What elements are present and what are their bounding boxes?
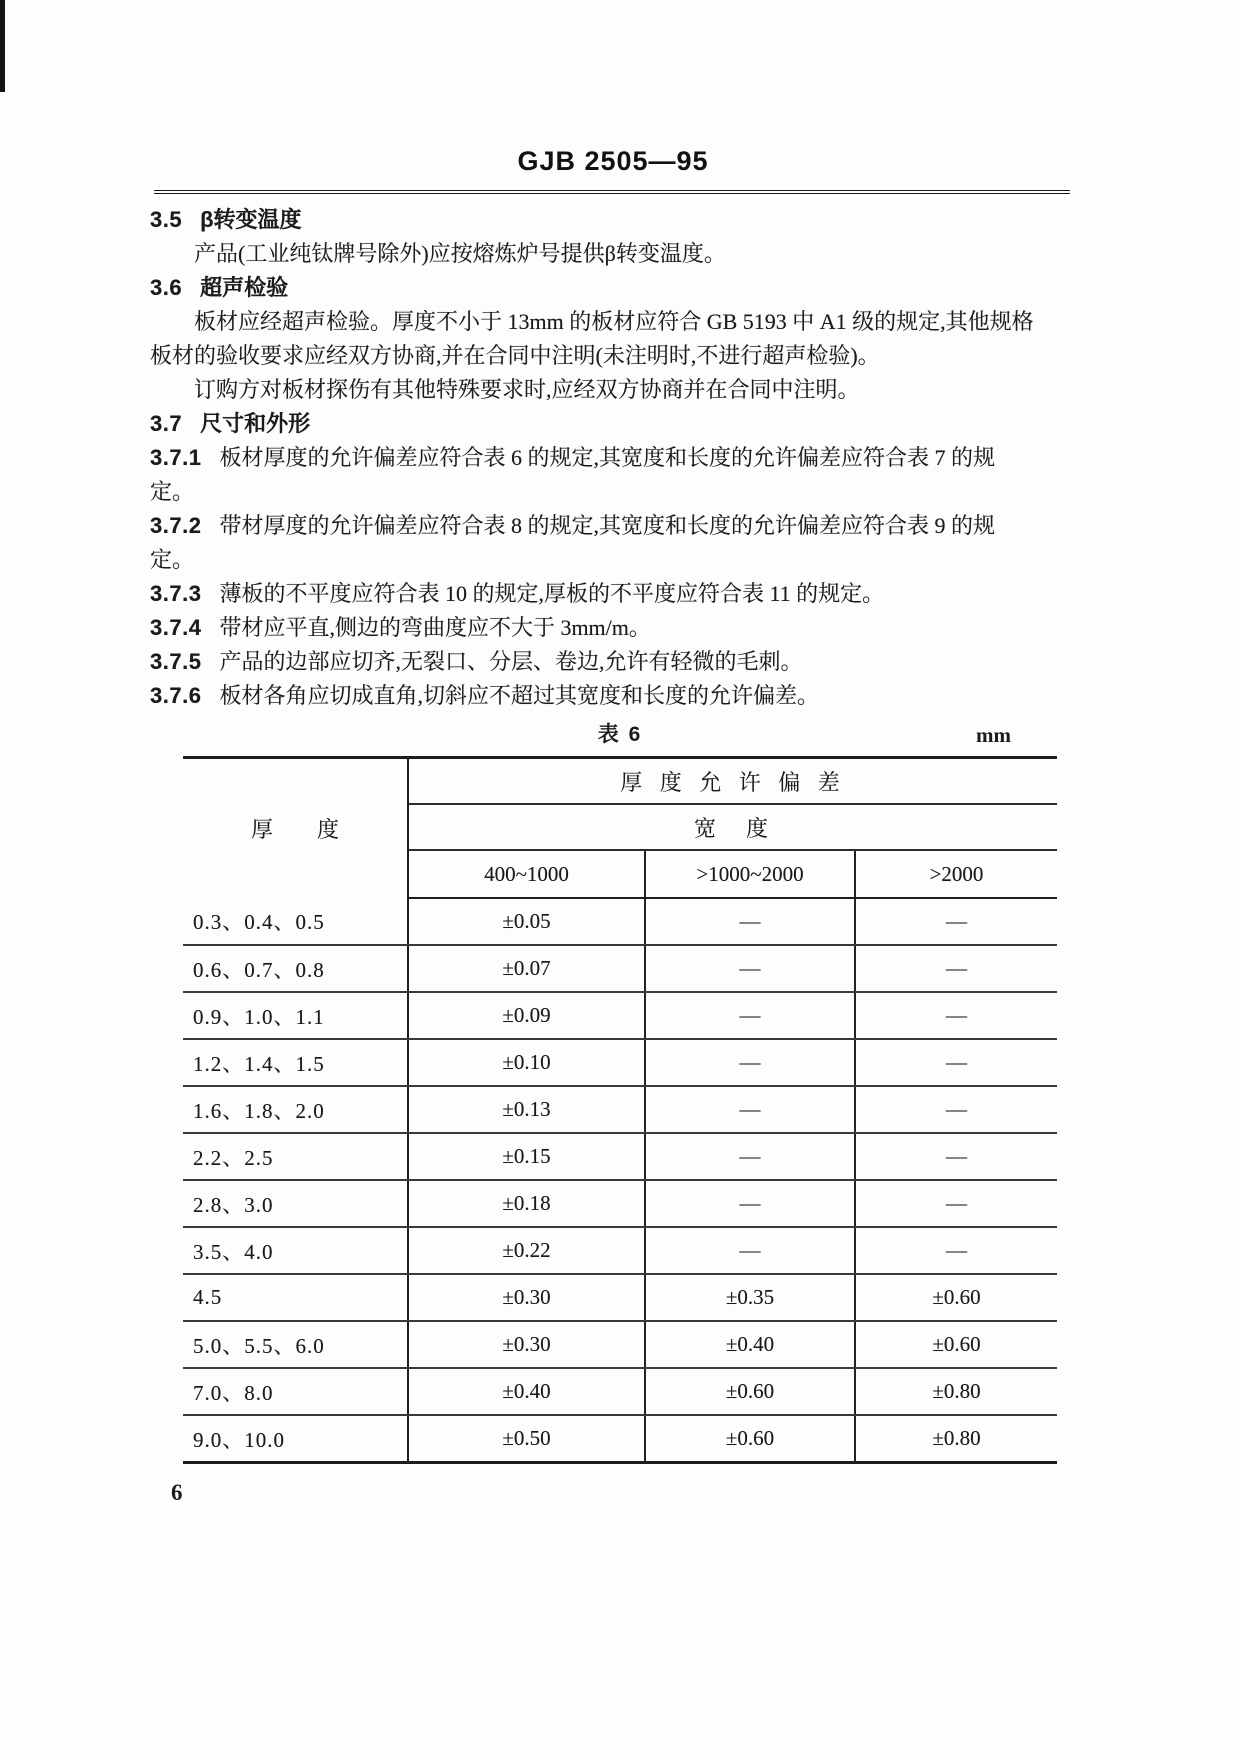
line-text: 带材厚度的允许偏差应符合表 8 的规定,其宽度和长度的允许偏差应符合表 9 的规 [219, 513, 995, 538]
deviation-cell: ±0.30 [408, 1321, 645, 1368]
clause-number: 3.7 [150, 411, 183, 436]
line-text: 超声检验 [200, 275, 289, 300]
text-line [150, 679, 1108, 713]
thickness-cell: 5.0、5.5、6.0 [183, 1321, 408, 1368]
text-line [150, 441, 1108, 475]
deviation-cell: ±0.80 [855, 1368, 1057, 1415]
line-text: 板材厚度的允许偏差应符合表 6 的规定,其宽度和长度的允许偏差应符合表 7 的规 [219, 445, 995, 470]
line-text: 板材的验收要求应经双方协商,并在合同中注明(未注明时,不进行超声检验)。 [150, 343, 880, 368]
text-line [150, 305, 1108, 339]
deviation-cell: ±0.22 [408, 1227, 645, 1274]
text-line [150, 237, 1108, 271]
thickness-cell: 3.5、4.0 [183, 1227, 408, 1274]
thickness-cell: 2.8、3.0 [183, 1180, 408, 1227]
clause-number: 3.6 [150, 275, 183, 300]
deviation-cell: ±0.07 [408, 945, 645, 992]
deviation-cell: — [645, 992, 855, 1039]
line-text: 订购方对板材探伤有其他特殊要求时,应经双方协商并在合同中注明。 [194, 377, 860, 402]
width-range-2: >1000~2000 [645, 850, 855, 898]
scan-edge-artifact [0, 0, 5, 92]
deviation-cell: — [645, 945, 855, 992]
deviation-cell: — [645, 1227, 855, 1274]
table-row [183, 1180, 1057, 1227]
clause-number: 3.5 [150, 207, 183, 232]
thickness-column-header: 厚 度 [183, 758, 408, 899]
table-row [183, 992, 1057, 1039]
clause-number: 3.7.5 [150, 649, 202, 674]
deviation-cell: ±0.60 [855, 1321, 1057, 1368]
clause-number: 3.7.1 [150, 445, 202, 470]
text-line [150, 543, 1108, 577]
table6 [183, 756, 1057, 1464]
body-text [150, 203, 1108, 713]
deviation-cell: ±0.30 [408, 1274, 645, 1321]
text-line [150, 373, 1108, 407]
deviation-cell: ±0.10 [408, 1039, 645, 1086]
line-text: 尺寸和外形 [200, 411, 311, 436]
table-header-row-1 [183, 758, 1057, 805]
deviation-cell: — [855, 898, 1057, 945]
clause-number: 3.7.3 [150, 581, 202, 606]
section-heading [150, 203, 1108, 237]
line-text: 产品的边部应切齐,无裂口、分层、卷边,允许有轻微的毛刺。 [219, 649, 803, 674]
deviation-cell: — [645, 1133, 855, 1180]
thickness-cell: 2.2、2.5 [183, 1133, 408, 1180]
text-line [150, 509, 1108, 543]
line-text: 板材各角应切成直角,切斜应不超过其宽度和长度的允许偏差。 [219, 683, 819, 708]
table-row [183, 898, 1057, 945]
thickness-cell: 0.9、1.0、1.1 [183, 992, 408, 1039]
line-text: 板材应经超声检验。厚度不小于 13mm 的板材应符合 GB 5193 中 A1 级的规定,其他规格 [194, 309, 1034, 334]
deviation-cell: — [855, 1039, 1057, 1086]
width-range-1: 400~1000 [408, 850, 645, 898]
table-row [183, 945, 1057, 992]
deviation-cell: — [645, 1086, 855, 1133]
text-line [150, 339, 1108, 373]
thickness-cell: 0.3、0.4、0.5 [183, 898, 408, 945]
deviation-cell: ±0.05 [408, 898, 645, 945]
line-text: 定。 [150, 547, 195, 572]
deviation-cell: — [645, 1039, 855, 1086]
deviation-cell: ±0.60 [645, 1368, 855, 1415]
table-row [183, 1133, 1057, 1180]
thickness-cell: 9.0、10.0 [183, 1415, 408, 1463]
page-number: 6 [171, 1480, 183, 1505]
table-unit-label: mm [976, 723, 1011, 747]
text-line [150, 645, 1108, 679]
standard-number-title: GJB 2505—95 [517, 146, 709, 176]
deviation-cell: ±0.60 [855, 1274, 1057, 1321]
clause-number: 3.7.4 [150, 615, 202, 640]
deviation-cell: ±0.50 [408, 1415, 645, 1463]
deviation-cell: — [855, 945, 1057, 992]
thickness-cell: 1.6、1.8、2.0 [183, 1086, 408, 1133]
line-text: 带材应平直,侧边的弯曲度应不大于 3mm/m。 [219, 615, 651, 640]
deviation-header: 厚 度 允 许 偏 差 [408, 758, 1057, 805]
thickness-cell: 4.5 [183, 1274, 408, 1321]
deviation-cell: — [855, 992, 1057, 1039]
text-line [150, 577, 1108, 611]
table-caption: 表 6 [597, 723, 643, 746]
deviation-cell: ±0.80 [932, 1426, 981, 1450]
table-row [183, 1321, 1057, 1368]
section-heading [150, 271, 1108, 305]
section-heading [150, 407, 1108, 441]
line-text: 定。 [150, 479, 195, 504]
deviation-cell: — [855, 1227, 1057, 1274]
deviation-cell: — [855, 1180, 1057, 1227]
deviation-cell: ±0.60 [645, 1415, 855, 1463]
text-line [150, 611, 1108, 645]
table-row [183, 1415, 1057, 1463]
line-text: 薄板的不平度应符合表 10 的规定,厚板的不平度应符合表 11 的规定。 [219, 581, 885, 606]
line-text: β转变温度 [200, 207, 302, 232]
page-content [150, 146, 1108, 1464]
deviation-cell: ±0.35 [645, 1274, 855, 1321]
deviation-cell: ±0.15 [408, 1133, 645, 1180]
thickness-cell: 7.0、8.0 [183, 1368, 408, 1415]
deviation-cell: ±0.40 [645, 1321, 855, 1368]
table-row [183, 1086, 1057, 1133]
width-header: 宽 度 [408, 804, 1057, 850]
table-row [183, 1227, 1057, 1274]
deviation-cell: ±0.13 [408, 1086, 645, 1133]
table-caption-row [183, 719, 1057, 751]
line-text: 产品(工业纯钛牌号除外)应按熔炼炉号提供β转变温度。 [194, 241, 726, 266]
deviation-cell: — [645, 1180, 855, 1227]
clause-number: 3.7.2 [150, 513, 202, 538]
deviation-cell: ±0.18 [408, 1180, 645, 1227]
table-row [183, 1039, 1057, 1086]
deviation-cell: ±0.09 [408, 992, 645, 1039]
clause-number: 3.7.6 [150, 683, 202, 708]
table-row [183, 1368, 1057, 1415]
thickness-cell: 0.6、0.7、0.8 [183, 945, 408, 992]
deviation-cell: — [855, 1086, 1057, 1133]
width-range-3: >2000 [855, 850, 1057, 898]
deviation-cell: — [645, 898, 855, 945]
table-row [183, 1274, 1057, 1321]
thickness-cell: 1.2、1.4、1.5 [183, 1039, 408, 1086]
header-rule [154, 190, 1070, 194]
deviation-cell: ±0.40 [408, 1368, 645, 1415]
deviation-cell: — [855, 1133, 1057, 1180]
text-line [150, 475, 1108, 509]
